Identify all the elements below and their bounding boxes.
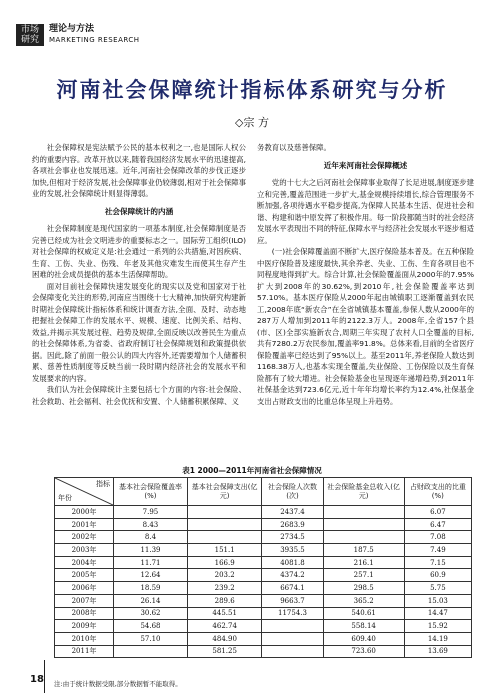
table-row xyxy=(55,544,472,557)
table-cell: 2734.5 xyxy=(262,531,323,544)
section-heading: 近年来河南社会保障概述 xyxy=(323,160,408,170)
year-cell: 2000年 xyxy=(55,506,114,519)
table-cell: 166.9 xyxy=(187,556,261,569)
table-cell xyxy=(187,506,261,519)
column-header: 基本社会保障支出(亿元) xyxy=(187,478,261,506)
table-cell: 203.2 xyxy=(187,569,261,582)
section-heading: 社会保障统计的内涵 xyxy=(104,206,174,216)
paragraph: 务教育以及慈善保障。 xyxy=(257,143,331,152)
table-cell: 540.61 xyxy=(323,607,404,620)
table-cell: 13.69 xyxy=(404,645,471,658)
paragraph: 党的十七大之后河南社会保障事业取得了长足进展,制度逐步建立和完善,覆盖范围进一步扩大,基金规模持续增长,综合管理服务不断加强,各项待遇水平稳步提高,为保障人民基本生活、促进社会和谐、构建和谐中原发挥了积极作用。每一阶段都随当时的社会经济发展水平表现出不同的特征,保障水平与经济社会发展水平逐步相适应。 xyxy=(257,178,474,245)
paragraph: 我们认为社会保障统计主要包括七个方面的内容:社会保险、社会救助、社会福利、社会优抚和安置、个人储蓄积累保障、义 xyxy=(32,385,246,406)
table-cell: 7.95 xyxy=(114,506,188,519)
right-column xyxy=(257,142,474,407)
table-cell: 6674.1 xyxy=(262,582,323,595)
table-cell: 7.49 xyxy=(404,544,471,557)
table-cell: 57.10 xyxy=(114,632,188,645)
table-cell: 216.1 xyxy=(323,556,404,569)
table-cell: 7.08 xyxy=(404,531,471,544)
column-header: 基本社会保险覆盖率(%) xyxy=(114,478,188,506)
table-row xyxy=(55,594,472,607)
paragraph: 面对目前社会保障快速发展变化的现实以及党和国家对于社会保障变化关注的形势,河南应当围绕十七大精神,加快研究构建新时期社会保障统计指标体系和统计调查方法,全面、及时、动态地把握社会保障工作的发展水平、规模、速度、比例关系、结构、效益,并揭示其发展过程、趋势及规律,全面反映以改善民生为重点的社会保障体系,为省委、省政府制订社会保障规划和政策提供依据。因此,除了前面一般公认的四大内容外,还需要增加个人储蓄积累、慈善性质制度等反映当前一段时期内经济社会的发展水平和发展要求的内容。 xyxy=(32,281,246,383)
table-cell xyxy=(187,518,261,531)
table-cell: 54.68 xyxy=(114,620,188,633)
table-row xyxy=(55,607,472,620)
table-cell xyxy=(262,620,323,633)
table-cell xyxy=(323,531,404,544)
table-row xyxy=(55,506,472,519)
table-row xyxy=(55,645,472,658)
table-cell: 239.2 xyxy=(187,582,261,595)
table-cell: 7.15 xyxy=(404,556,471,569)
year-cell: 2006年 xyxy=(55,582,114,595)
table-cell: 15.03 xyxy=(404,594,471,607)
table-cell xyxy=(114,645,188,658)
table-cell: 462.74 xyxy=(187,620,261,633)
table-cell: 723.60 xyxy=(323,645,404,658)
table-cell: 26.14 xyxy=(114,594,188,607)
journal-section-cn: 理论与方法 xyxy=(49,24,95,34)
table-cell: 484.90 xyxy=(187,632,261,645)
year-cell: 2010年 xyxy=(55,632,114,645)
table-cell xyxy=(323,518,404,531)
table-cell: 11.71 xyxy=(114,556,188,569)
table-cell: 9663.7 xyxy=(262,594,323,607)
table-cell xyxy=(323,506,404,519)
table-cell: 11754.3 xyxy=(262,607,323,620)
table-cell xyxy=(262,632,323,645)
table-cell: 4374.2 xyxy=(262,569,323,582)
table-cell: 11.39 xyxy=(114,544,188,557)
table-cell: 18.59 xyxy=(114,582,188,595)
table-cell: 5.75 xyxy=(404,582,471,595)
table-row xyxy=(55,518,472,531)
journal-section-en: MARKETING RESEARCH xyxy=(49,36,140,44)
table-cell: 445.51 xyxy=(187,607,261,620)
header-corner-cell xyxy=(55,478,114,506)
logo-line1: 市场 xyxy=(20,25,39,35)
table-cell: 365.2 xyxy=(323,594,404,607)
table-cell xyxy=(187,531,261,544)
table-cell: 187.5 xyxy=(323,544,404,557)
logo-line2: 研究 xyxy=(20,35,39,45)
article-author: ◇宗 方 xyxy=(235,116,269,129)
year-cell: 2011年 xyxy=(55,645,114,658)
table-cell: 289.6 xyxy=(187,594,261,607)
column-header: 社会保险基金总收入(亿元) xyxy=(323,478,404,506)
table-row xyxy=(55,569,472,582)
year-cell: 2004年 xyxy=(55,556,114,569)
logo-mark xyxy=(16,24,44,46)
table-cell: 558.14 xyxy=(323,620,404,633)
table-cell: 2437.4 xyxy=(262,506,323,519)
table-cell: 30.62 xyxy=(114,607,188,620)
column-header: 社会保险人次数(次) xyxy=(262,478,323,506)
social-security-table xyxy=(54,477,472,658)
paragraph: (一)社会保障覆盖面不断扩大,医疗保险基本普及。在五种保险中医疗保险普及速度最快,其余养老、失业、工伤、生育各项目也不同程度地得到扩大。综合计算,社会保险覆盖面从2000年的7.95%扩大到2008年的30.62%,到2010年,社会保险覆盖率达到57.10%。基本医疗保险从2000年起由城镇职工逐渐覆盖到农民工,2008年底“新农合”在全省城镇基本覆盖,参保人数从2000年的287万人增加到2011年的2122.3万人。2008年,全省157个县(市、区)全部实施新农合,周期三年实现了农村人口全覆盖的目标,共有7280.2万农民参加,覆盖率91.8%。总体来看,目前的全省医疗保险覆盖率已经达到了95%以上。基至2011年,养老保险人数达到1168.38万人,也基本实现全覆盖,失业保险、工伤保险以及生育保险都有了较大增进。社会保险基金也呈现逐年递增趋势,到2011年社保基金达到723.6亿元,近十年年均增长率约为12.4%,社保基金支出占财政支出的比重总体呈现上升趋势。 xyxy=(257,247,474,406)
table-cell: 257.1 xyxy=(323,569,404,582)
table-row xyxy=(55,620,472,633)
paragraph: 社会保障制度是现代国家的一项基本制度,社会保障制度是否完善已经成为社会文明进步的重要标志之一。国际劳工组织(ILO)对社会保障的权威定义是:社会通过一系列的公共措施,对因疾病、生育、工伤、失业、伤残、年老及其他灾难发生而使其生存产生困难的社会成员提供的基本生活保障帮助。 xyxy=(32,224,246,279)
table-cell: 8.43 xyxy=(114,518,188,531)
journal-logo xyxy=(16,24,140,46)
paragraph: 社会保障权是宪法赋予公民的基本权利之一,也是国际人权公约的重要内容。改革开放以来,随着我国经济发展水平的迅速提高,各项社会事业也发展迅速。近年,河南社会保障改革的步伐正逐步加快,但相对于经济发展,社会保障事业仍较薄弱,相对于社会保障事业的发展,社会保障统计则显得薄弱。 xyxy=(32,143,246,198)
table-cell: 8.4 xyxy=(114,531,188,544)
table-cell: 6.47 xyxy=(404,518,471,531)
year-cell: 2001年 xyxy=(55,518,114,531)
table-cell: 2683.9 xyxy=(262,518,323,531)
year-cell: 2002年 xyxy=(55,531,114,544)
table-row xyxy=(55,556,472,569)
table-cell xyxy=(262,645,323,658)
year-cell: 2007年 xyxy=(55,594,114,607)
table-note: 注:由于统计数据受限,部分数据暂不能取得。 xyxy=(54,680,182,688)
table-cell: 6.07 xyxy=(404,506,471,519)
table-row xyxy=(55,531,472,544)
table-cell: 151.1 xyxy=(187,544,261,557)
table-cell: 609.40 xyxy=(323,632,404,645)
table-cell: 298.5 xyxy=(323,582,404,595)
year-cell: 2009年 xyxy=(55,620,114,633)
table-row xyxy=(55,582,472,595)
year-cell: 2003年 xyxy=(55,544,114,557)
header-year-label: 年份 xyxy=(58,494,72,502)
table-cell: 12.64 xyxy=(114,569,188,582)
table-cell: 3935.5 xyxy=(262,544,323,557)
table-cell: 4081.8 xyxy=(262,556,323,569)
header-index-label: 指标 xyxy=(96,480,110,488)
year-cell: 2008年 xyxy=(55,607,114,620)
table-cell: 14.47 xyxy=(404,607,471,620)
table-caption: 表1 2000—2011年河南省社会保障情况 xyxy=(182,466,322,475)
page-number: 18 xyxy=(30,674,44,685)
column-header: 占财政支出的比重(%) xyxy=(404,478,471,506)
left-column xyxy=(32,142,246,407)
table-cell: 15.92 xyxy=(404,620,471,633)
table-cell: 60.9 xyxy=(404,569,471,582)
table-cell: 581.25 xyxy=(187,645,261,658)
year-cell: 2005年 xyxy=(55,569,114,582)
page-margin-rule xyxy=(44,660,45,693)
table-row xyxy=(55,632,472,645)
article-title: 河南社会保障统计指标体系研究与分析 xyxy=(56,78,448,102)
table-cell: 14.19 xyxy=(404,632,471,645)
